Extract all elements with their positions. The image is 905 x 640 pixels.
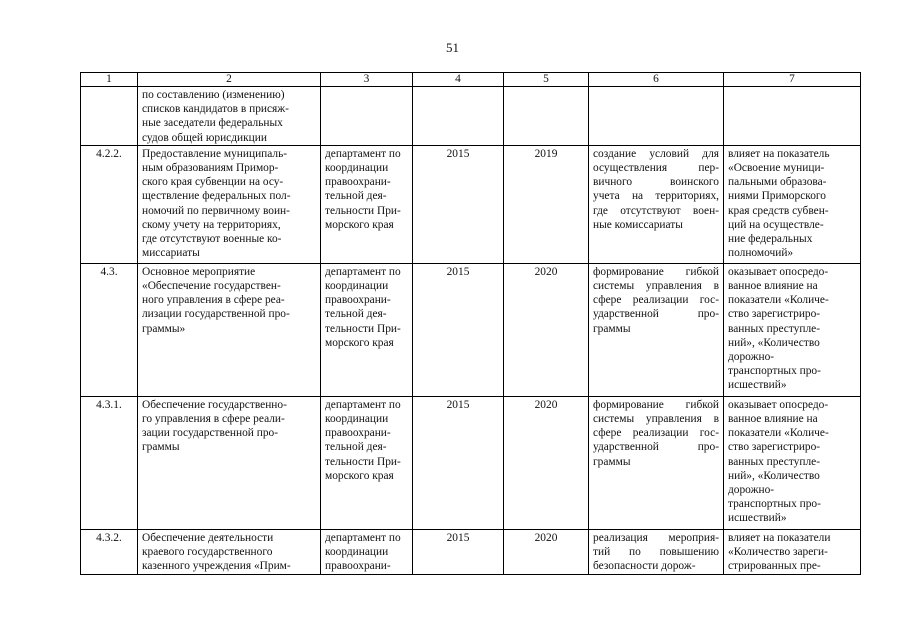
cell-expected-result	[589, 396, 724, 529]
cell-executor	[321, 529, 413, 574]
cell-line: сфере реализации гос-	[593, 427, 719, 440]
cell-line: лизации государственной про-	[142, 308, 290, 321]
cell-line: ство зарегистриро-	[728, 308, 821, 321]
cell-expected-result	[589, 529, 724, 574]
page-number: 51	[446, 40, 459, 55]
cell-line: пальными образова-	[728, 176, 827, 189]
cell-measure-name	[138, 263, 321, 396]
cell-line: тий по повышению	[593, 546, 719, 559]
cell-line: ций на осуществле-	[728, 218, 824, 231]
cell-line: безопасности дорож-	[593, 560, 696, 573]
cell-executor	[321, 145, 413, 263]
cell-line: где отсутствуют воен-	[593, 204, 719, 217]
cell-indicator-link	[724, 396, 861, 529]
cell-expected-result	[589, 263, 724, 396]
cell-line: морского края	[325, 336, 394, 349]
cell-number	[81, 87, 138, 146]
cell-line: судов общей юрисдикции	[142, 131, 267, 144]
cell-line: учета на территориях,	[593, 190, 719, 203]
cell-line: морского края	[325, 469, 394, 482]
cell-line: ванных преступле-	[728, 322, 821, 335]
cell-measure-name	[138, 87, 321, 146]
cell-line: показатели «Количе-	[728, 294, 829, 307]
cell-indicator-link	[724, 263, 861, 396]
cell-line: правоохрани-	[325, 427, 391, 440]
cell-line: правоохрани-	[325, 560, 391, 573]
cell-line: реализация мероприя-	[593, 531, 719, 544]
cell-number: 4.3.2.	[81, 529, 138, 574]
table-header-row	[81, 73, 861, 87]
cell-line: скому учету на территориях,	[142, 218, 281, 231]
cell-start-year: 2015	[413, 263, 504, 396]
header-cell: 5	[504, 73, 589, 87]
cell-line: граммы	[593, 455, 631, 468]
cell-line: ные комиссариаты	[593, 218, 683, 231]
cell-line: края средств субвен-	[728, 204, 829, 217]
cell-line: координации	[325, 413, 389, 426]
cell-line: координации	[325, 546, 389, 559]
cell-line: формирование гибкой	[593, 265, 719, 278]
cell-line: ванных преступле-	[728, 455, 821, 468]
cell-line: транспортных про-	[728, 365, 821, 378]
cell-executor	[321, 396, 413, 529]
cell-executor	[321, 87, 413, 146]
cell-line: ным образованиям Примор-	[142, 162, 279, 175]
cell-number: 4.3.1.	[81, 396, 138, 529]
cell-line: исшествий»	[728, 512, 787, 525]
cell-line: Обеспечение деятельности	[142, 531, 274, 544]
cell-line: оказывает опосредо-	[728, 265, 829, 278]
cell-line: списков кандидатов в присяж-	[142, 103, 289, 116]
cell-line: по составлению (изменению)	[142, 89, 285, 101]
header-cell: 6	[589, 73, 724, 87]
header-cell: 1	[81, 73, 138, 87]
cell-line: миссариаты	[142, 247, 200, 260]
cell-line: Обеспечение государственно-	[142, 398, 287, 411]
cell-line: граммы»	[142, 322, 186, 335]
cell-line: исшествий»	[728, 379, 787, 392]
cell-line: показатели «Количе-	[728, 427, 829, 440]
header-cell: 2	[138, 73, 321, 87]
cell-line: Основное мероприятие	[142, 265, 256, 278]
table-body	[81, 73, 861, 575]
cell-line: граммы	[593, 322, 631, 335]
cell-number: 4.2.2.	[81, 145, 138, 263]
cell-line: формирование гибкой	[593, 398, 719, 411]
table-row	[81, 145, 861, 263]
cell-measure-name	[138, 396, 321, 529]
cell-line: ные заседатели федеральных	[142, 117, 283, 130]
cell-line: тельности При-	[325, 204, 401, 217]
cell-line: правоохрани-	[325, 294, 391, 307]
cell-end-year: 2020	[504, 263, 589, 396]
cell-line: сфере реализации гос-	[593, 294, 719, 307]
cell-line: системы управления в	[593, 413, 719, 426]
cell-line: системы управления в	[593, 280, 719, 293]
cell-line: осуществления пер-	[593, 162, 719, 175]
cell-line: ний», «Количество	[728, 469, 820, 482]
cell-line: правоохрани-	[325, 176, 391, 189]
cell-line: казенного учреждения «Прим-	[142, 560, 291, 573]
cell-number: 4.3.	[81, 263, 138, 396]
cell-indicator-link	[724, 87, 861, 146]
cell-line: департамент по	[325, 265, 401, 278]
cell-line: «Освоение муници-	[728, 162, 825, 175]
cell-line: стрированных пре-	[728, 560, 821, 573]
cell-line: зации государственной про-	[142, 427, 278, 440]
cell-end-year: 2020	[504, 396, 589, 529]
cell-line: краевого государственного	[142, 546, 273, 559]
cell-expected-result	[589, 87, 724, 146]
cell-line: «Обеспечение государствен-	[142, 280, 281, 293]
cell-expected-result	[589, 145, 724, 263]
cell-line: ванное влияние на	[728, 280, 818, 293]
header-cell: 7	[724, 73, 861, 87]
cell-line: оказывает опосредо-	[728, 398, 829, 411]
cell-end-year	[504, 87, 589, 146]
cell-line: влияет на показатель	[728, 147, 830, 160]
cell-line: номочий по первичному воин-	[142, 204, 290, 217]
cell-measure-name	[138, 529, 321, 574]
table-row	[81, 263, 861, 396]
cell-line: департамент по	[325, 398, 401, 411]
cell-line: го управления в сфере реали-	[142, 413, 285, 426]
cell-line: вичного воинского	[593, 176, 719, 189]
cell-line: ние федеральных	[728, 233, 813, 246]
cell-indicator-link	[724, 145, 861, 263]
cell-line: влияет на показатели	[728, 531, 831, 544]
cell-line: ударственной про-	[593, 308, 719, 321]
cell-line: «Количество зареги-	[728, 546, 828, 559]
cell-line: ного управления в сфере реа-	[142, 294, 285, 307]
cell-line: морского края	[325, 218, 394, 231]
cell-measure-name	[138, 145, 321, 263]
cell-line: полномочий»	[728, 247, 794, 260]
cell-executor	[321, 263, 413, 396]
cell-line: граммы	[142, 441, 180, 454]
cell-line: дорожно-	[728, 484, 775, 497]
cell-line: ского края субвенции на осу-	[142, 176, 284, 189]
table-row	[81, 396, 861, 529]
cell-start-year: 2015	[413, 145, 504, 263]
cell-end-year: 2020	[504, 529, 589, 574]
header-cell: 3	[321, 73, 413, 87]
cell-start-year: 2015	[413, 396, 504, 529]
cell-line: ударственной про-	[593, 441, 719, 454]
cell-start-year	[413, 87, 504, 146]
cell-indicator-link	[724, 529, 861, 574]
cell-line: транспортных про-	[728, 498, 821, 511]
cell-line: ществление федеральных пол-	[142, 190, 291, 203]
cell-line: ванное влияние на	[728, 413, 818, 426]
cell-line: где отсутствуют военные ко-	[142, 233, 282, 246]
cell-line: ство зарегистриро-	[728, 441, 821, 454]
cell-line: тельной дея-	[325, 308, 387, 321]
cell-line: департамент по	[325, 531, 401, 544]
cell-line: тельности При-	[325, 455, 401, 468]
cell-line: ний», «Количество	[728, 336, 820, 349]
cell-line: тельной дея-	[325, 441, 387, 454]
header-cell: 4	[413, 73, 504, 87]
cell-line: дорожно-	[728, 351, 775, 364]
cell-line: создание условий для	[593, 147, 719, 160]
program-table	[80, 72, 861, 575]
cell-start-year: 2015	[413, 529, 504, 574]
table-row	[81, 87, 861, 146]
cell-line: координации	[325, 162, 389, 175]
cell-end-year: 2019	[504, 145, 589, 263]
table-row	[81, 529, 861, 574]
cell-line: ниями Приморского	[728, 190, 826, 203]
cell-line: тельности При-	[325, 322, 401, 335]
cell-line: тельной дея-	[325, 190, 387, 203]
cell-line: координации	[325, 280, 389, 293]
cell-line: департамент по	[325, 147, 401, 160]
cell-line: Предоставление муниципаль-	[142, 147, 288, 160]
